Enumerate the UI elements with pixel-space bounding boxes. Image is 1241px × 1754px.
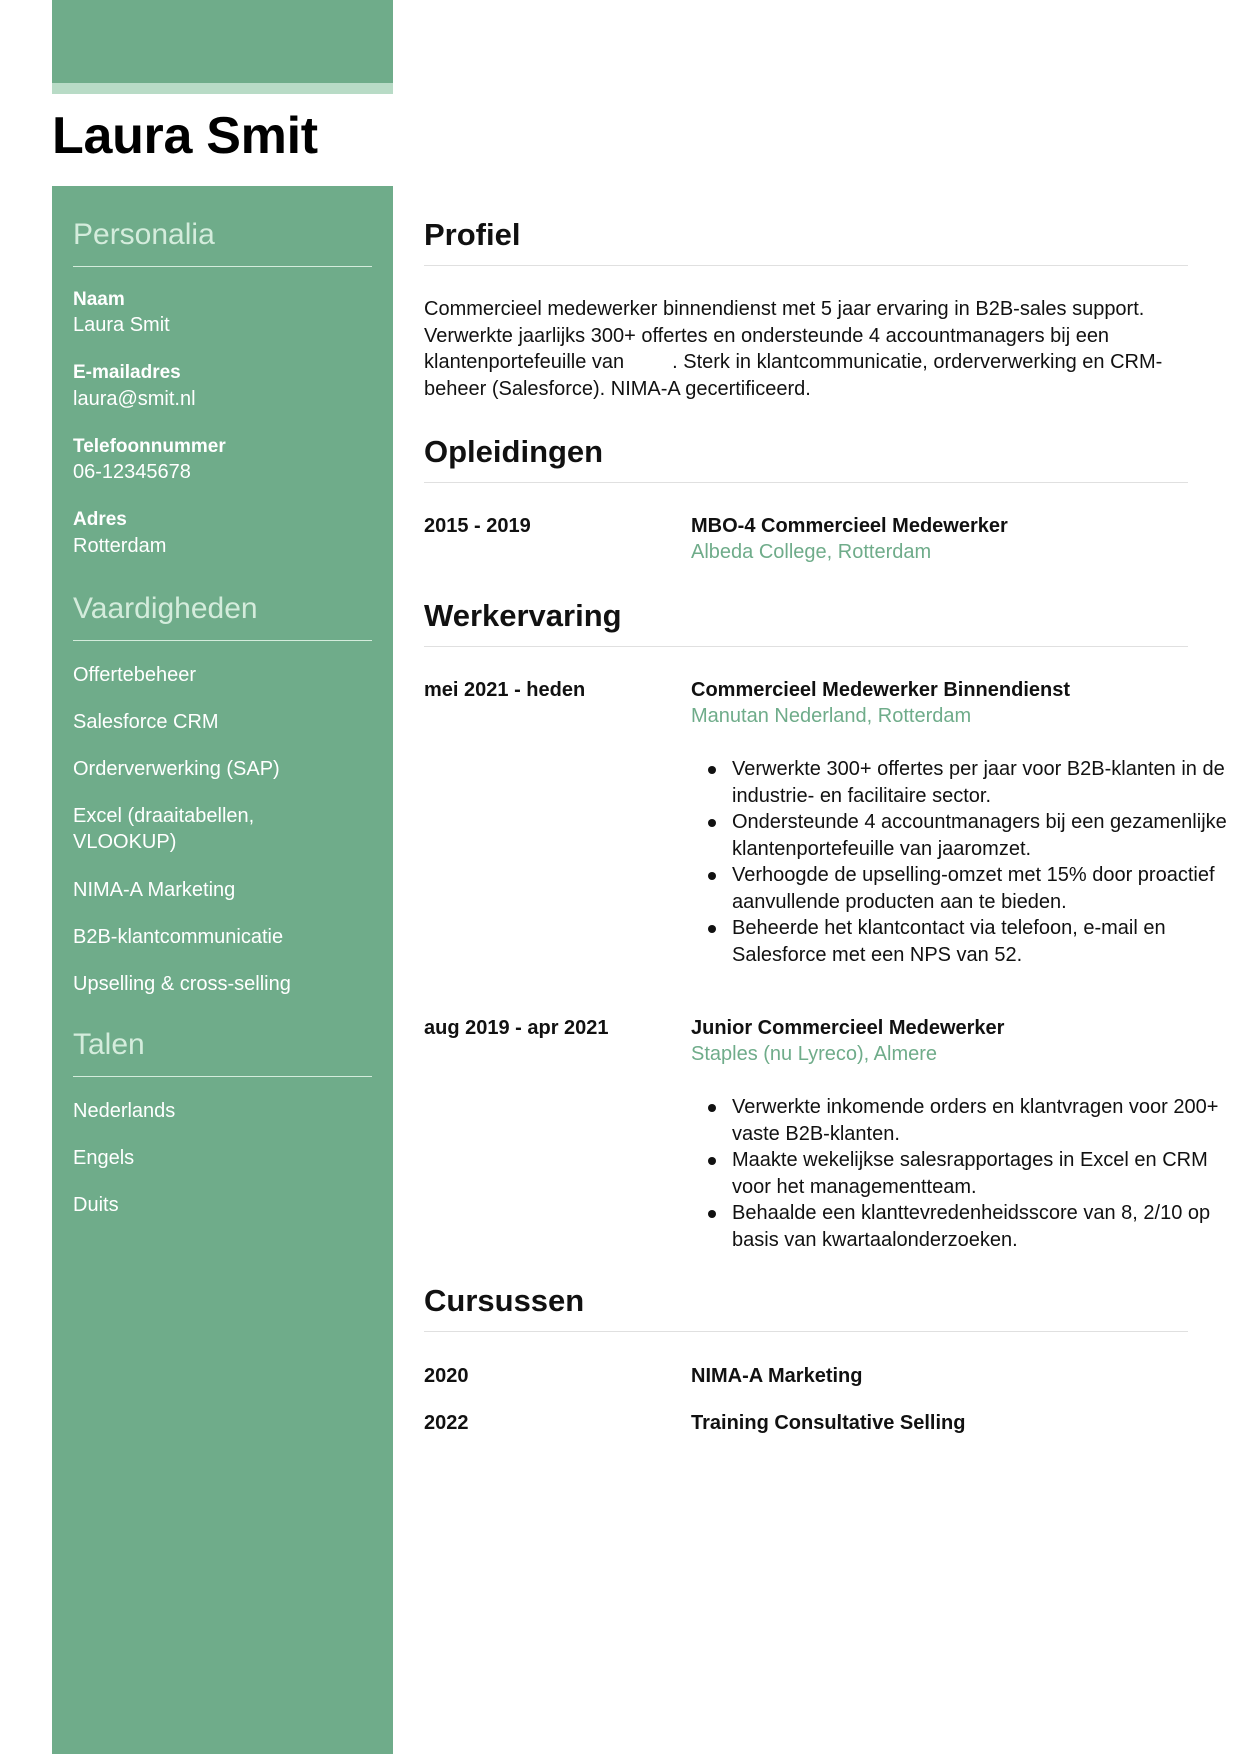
languages-divider — [73, 1076, 372, 1077]
list-item: Verwerkte 300+ offertes per jaar voor B2B-klanten in de industrie- en facilitaire sector. — [732, 756, 1229, 809]
list-item: Verwerkte inkomende orders en klantvragen voor 200+ vaste B2B-klanten. — [732, 1094, 1229, 1147]
personalia-heading: Personalia — [73, 218, 215, 251]
address-label: Adres — [73, 509, 127, 530]
profile-text-part: . Sterk in klantcommunicatie, orderverwerking en CRM-beheer (Salesforce). NIMA-A gecertificeerd. — [424, 351, 1163, 400]
email-label: E-mailadres — [73, 362, 181, 383]
languages-heading: Talen — [73, 1028, 145, 1061]
language-item: Engels — [73, 1147, 135, 1169]
education-divider — [424, 482, 1188, 483]
education-title: MBO-4 Commercieel Medewerker — [691, 515, 1008, 537]
job-bullets — [691, 756, 1229, 968]
education-heading: Opleidingen — [424, 434, 604, 469]
email-value: laura@smit.nl — [73, 388, 196, 410]
skill-item: B2B-klantcommunicatie — [73, 926, 284, 948]
language-item: Nederlands — [73, 1100, 176, 1122]
education-institution: Albeda College, Rotterdam — [691, 541, 932, 563]
skill-item: NIMA-A Marketing — [73, 879, 236, 901]
sidebar — [52, 186, 393, 1754]
list-item: Beheerde het klantcontact via telefoon, e-mail en Salesforce met een NPS van 52. — [732, 915, 1229, 968]
address-value: Rotterdam — [73, 535, 167, 557]
course-title: Training Consultative Selling — [691, 1412, 966, 1434]
sidebar-accent-stripe — [52, 83, 393, 94]
course-title: NIMA-A Marketing — [691, 1365, 863, 1387]
job-period: mei 2021 - heden — [424, 679, 586, 701]
list-item: Ondersteunde 4 accountmanagers bij een gezamenlijke klantenportefeuille van jaaromzet. — [732, 809, 1229, 862]
phone-value: 06-12345678 — [73, 461, 191, 483]
profile-text — [424, 296, 1188, 402]
profile-text-part: Commercieel medewerker binnendienst met 5 jaar ervaring in B2B-sales support. Verwerkte jaarlijks 300+ offertes en ondersteunde 4 accountmanagers bij een klantenportefeuille van — [424, 298, 1145, 373]
skill-item: Salesforce CRM — [73, 711, 219, 733]
personalia-divider — [73, 266, 372, 267]
language-item: Duits — [73, 1194, 119, 1216]
profile-heading: Profiel — [424, 217, 521, 252]
list-item: Verhoogde de upselling-omzet met 15% door proactief aanvullende producten aan te bieden. — [732, 862, 1229, 915]
skills-divider — [73, 640, 372, 641]
courses-heading: Cursussen — [424, 1283, 585, 1318]
job-employer: Manutan Nederland, Rotterdam — [691, 705, 972, 727]
skill-item: Excel (draaitabellen, VLOOKUP) — [73, 805, 255, 853]
name-value: Laura Smit — [73, 314, 170, 336]
skill-item: Offertebeheer — [73, 664, 197, 686]
course-year: 2020 — [424, 1365, 469, 1387]
skills-heading: Vaardigheden — [73, 592, 258, 625]
job-period: aug 2019 - apr 2021 — [424, 1017, 609, 1039]
skill-item: Upselling & cross-selling — [73, 973, 291, 995]
course-year: 2022 — [424, 1412, 469, 1434]
job-employer: Staples (nu Lyreco), Almere — [691, 1043, 938, 1065]
job-title: Junior Commercieel Medewerker — [691, 1017, 1005, 1039]
education-period: 2015 - 2019 — [424, 515, 531, 537]
name-label: Naam — [73, 289, 125, 310]
sidebar-header-block — [52, 0, 393, 83]
job-title: Commercieel Medewerker Binnendienst — [691, 679, 1071, 701]
list-item: Maakte wekelijkse salesrapportages in Excel en CRM voor het managementteam. — [732, 1147, 1229, 1200]
phone-label: Telefoonnummer — [73, 436, 226, 457]
skill-item: Orderverwerking (SAP) — [73, 758, 280, 780]
candidate-name: Laura Smit — [52, 107, 318, 165]
list-item: Behaalde een klanttevredenheidsscore van 8, 2/10 op basis van kwartaalonderzoeken. — [732, 1200, 1229, 1253]
experience-divider — [424, 646, 1188, 647]
job-bullets — [691, 1094, 1229, 1253]
profile-divider — [424, 265, 1188, 266]
courses-divider — [424, 1331, 1188, 1332]
experience-heading: Werkervaring — [424, 598, 622, 633]
